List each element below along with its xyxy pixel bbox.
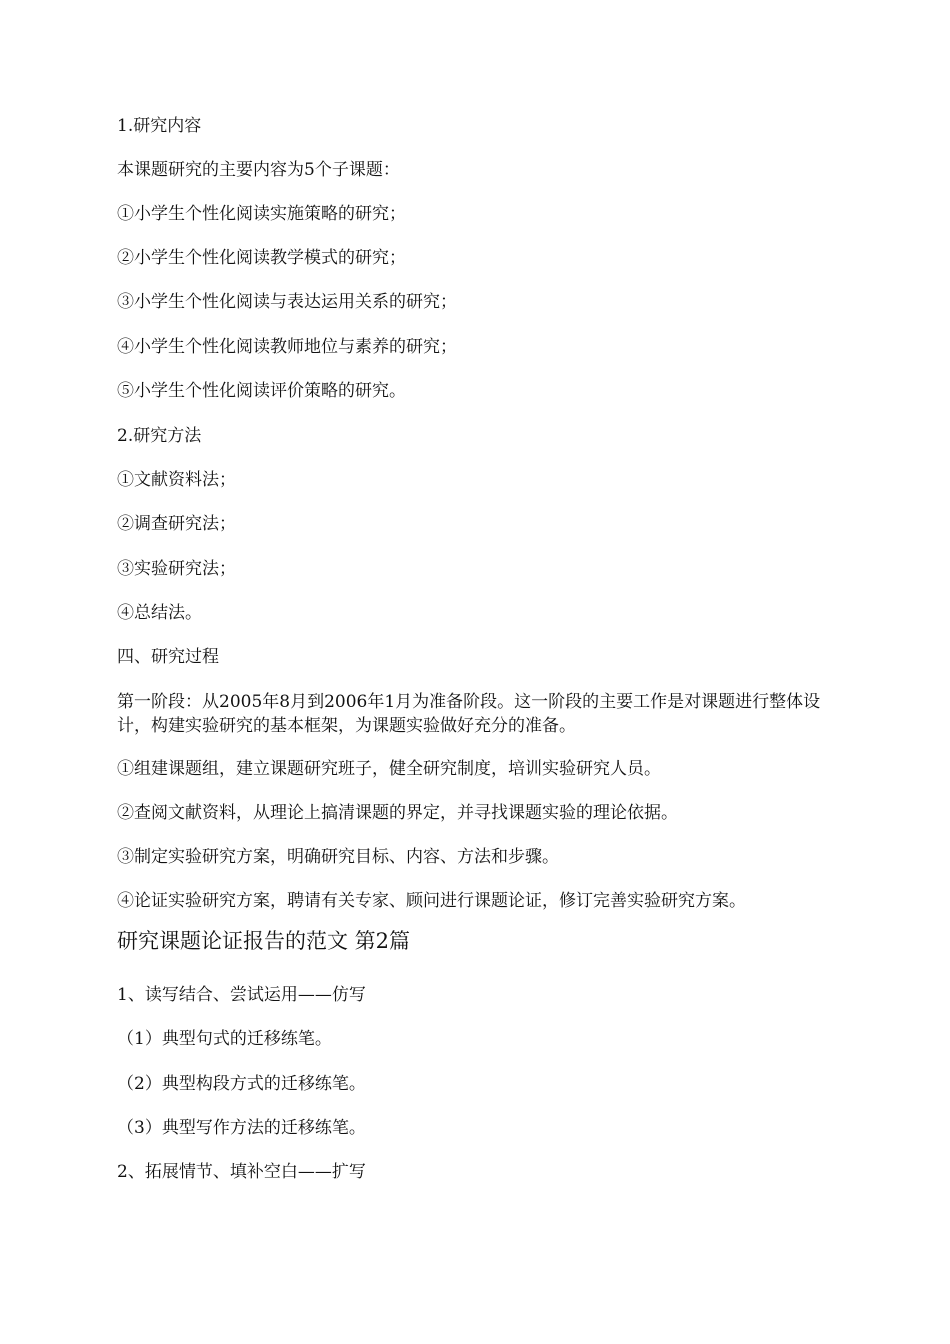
list-item: ③实验研究法； bbox=[117, 559, 236, 579]
stage-paragraph: 第一阶段：从2005年8月到2006年1月为准备阶段。这一阶段的主要工作是对课题进行整体设计，构建实验研究的基本框架，为课题实验做好充分的准备。 bbox=[117, 692, 821, 736]
list-item: ②查阅文献资料，从理论上搞清课题的界定，并寻找课题实验的理论依据。 bbox=[117, 803, 678, 823]
sub-item: （2）典型构段方式的迁移练笔。 bbox=[117, 1074, 366, 1094]
list-item: ③制定实验研究方案，明确研究目标、内容、方法和步骤。 bbox=[117, 847, 559, 867]
point-heading: 2、拓展情节、填补空白——扩写 bbox=[117, 1162, 366, 1182]
list-item: ④论证实验研究方案，聘请有关专家、顾问进行课题论证，修订完善实验研究方案。 bbox=[117, 891, 746, 911]
list-item: ④总结法。 bbox=[117, 603, 202, 623]
section-intro: 本课题研究的主要内容为5个子课题： bbox=[117, 160, 400, 180]
list-item: ⑤小学生个性化阅读评价策略的研究。 bbox=[117, 381, 406, 401]
list-item: ③小学生个性化阅读与表达运用关系的研究； bbox=[117, 292, 457, 312]
section-title-research-content: 1.研究内容 bbox=[117, 116, 202, 136]
list-item: ②调查研究法； bbox=[117, 514, 236, 534]
list-item: ①文献资料法； bbox=[117, 470, 236, 490]
list-item: ①小学生个性化阅读实施策略的研究； bbox=[117, 204, 406, 224]
sub-item: （3）典型写作方法的迁移练笔。 bbox=[117, 1118, 366, 1138]
article-title: 研究课题论证报告的范文 第2篇 bbox=[117, 929, 411, 953]
sub-item: （1）典型句式的迁移练笔。 bbox=[117, 1029, 332, 1049]
list-item: ②小学生个性化阅读教学模式的研究； bbox=[117, 248, 406, 268]
list-item: ④小学生个性化阅读教师地位与素养的研究； bbox=[117, 337, 457, 357]
list-item: ①组建课题组，建立课题研究班子，健全研究制度，培训实验研究人员。 bbox=[117, 759, 661, 779]
section-title-research-process: 四、研究过程 bbox=[117, 647, 219, 667]
section-title-research-method: 2.研究方法 bbox=[117, 426, 202, 446]
point-heading: 1、读写结合、尝试运用——仿写 bbox=[117, 985, 366, 1005]
